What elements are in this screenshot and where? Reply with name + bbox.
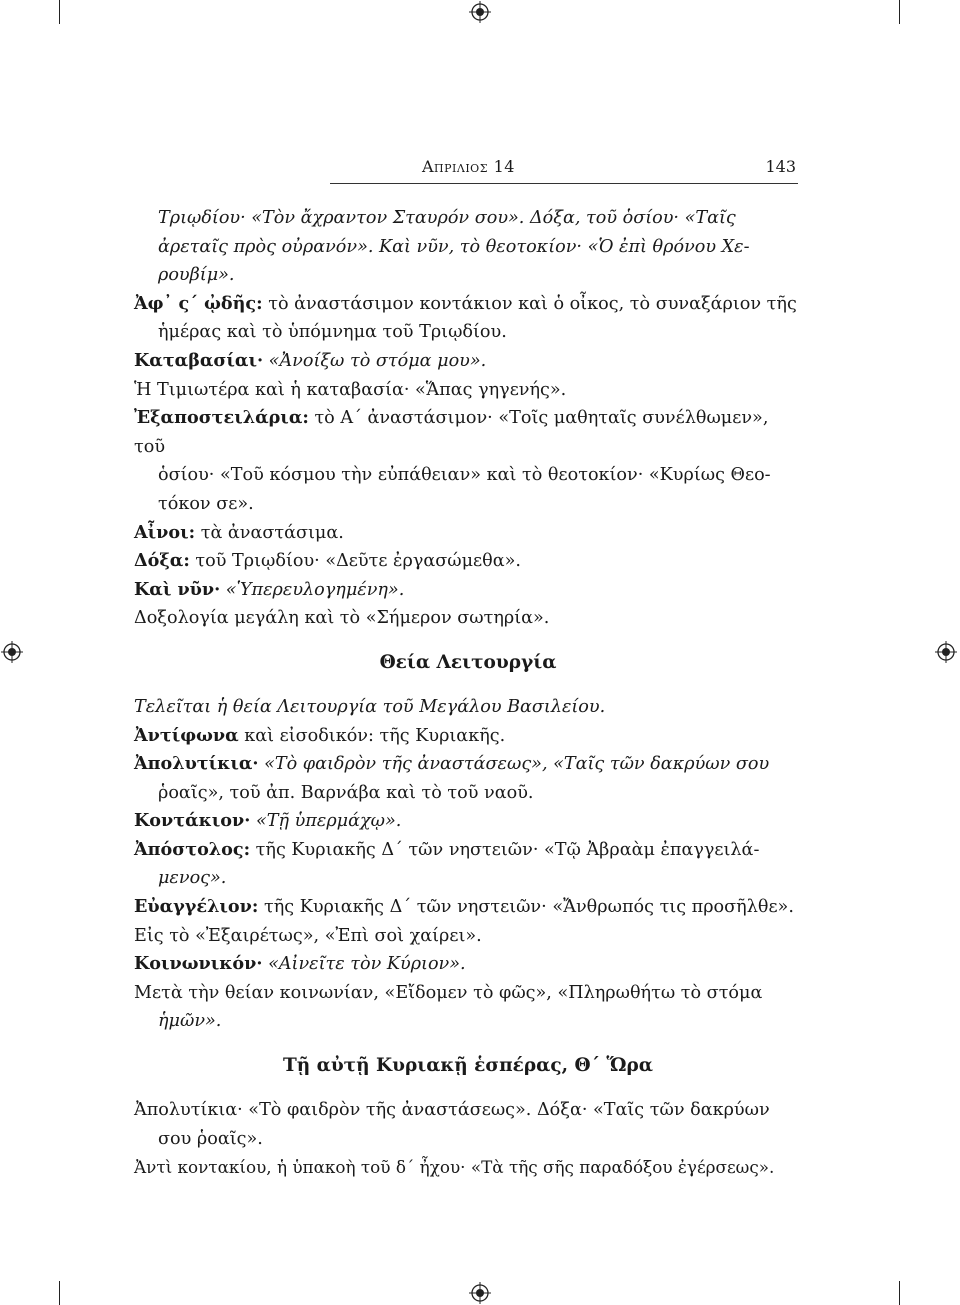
rubric-text: τοῦ Τριῳδίου· «Δεῦτε ἐργασώμεθα». bbox=[189, 551, 521, 572]
rubric-label: Καταβασίαι· bbox=[134, 349, 264, 371]
rubric-text: «Αἰνεῖτε τὸν Κύριον». bbox=[262, 954, 466, 975]
rubric-label: Εὐαγγέλιον: bbox=[134, 896, 259, 918]
text-line bbox=[134, 893, 802, 922]
text-line: ἡμέρας καὶ τὸ ὑπόμνημα τοῦ Τριῳδίου. bbox=[158, 322, 507, 343]
registration-mark-bottom-icon bbox=[469, 1282, 491, 1304]
rubric-text: «Ὑπερευλογημένη». bbox=[220, 579, 405, 600]
rubric-text: καὶ εἰσοδικόν: τῆς Κυριακῆς. bbox=[238, 725, 506, 746]
rubric-text: «Ἀνοίξω τὸ στόμα μου». bbox=[263, 350, 487, 371]
rubric-label: Ἐξαποστειλάρια: bbox=[134, 407, 309, 429]
rubric-text: «Τῇ ὑπερμάχῳ». bbox=[250, 811, 402, 832]
text-line bbox=[134, 347, 802, 376]
text-line: Ἀπολυτίκια· «Τὸ φαιδρὸν τῆς ἀναστάσεως». Δόξα· «Ταῖς τῶν δακρύων bbox=[134, 1100, 770, 1121]
section-heading: Τῇ αὐτῇ Κυριακῇ ἑσπέρας, Θ΄ Ὥρα bbox=[282, 1055, 654, 1077]
text-line: Τριῳδίου· «Τὸν ἄχραντον Σταυρόν σου». Δόξα, τοῦ ὁσίου· «Ταῖς bbox=[158, 208, 736, 228]
text-line: Δοξολογία μεγάλη καὶ τὸ «Σήμερον σωτηρία». bbox=[134, 608, 550, 629]
rubric-text: «Τὸ φαιδρὸν τῆς ἀναστάσεως», «Ταῖς τῶν δακρύων σου bbox=[258, 754, 770, 775]
text-line: Εἰς τὸ «Ἐξαιρέτως», «Ἐπὶ σοὶ χαίρει». bbox=[134, 925, 482, 946]
text-line: ὁσίου· «Τοῦ κόσμου τὴν εὐπάθειαν» καὶ τὸ θεοτοκίον· «Κυρίως Θεο- bbox=[158, 465, 771, 486]
rubric-label: Ἀπολυτίκια· bbox=[134, 753, 259, 775]
text-line: ἡμῶν». bbox=[158, 1011, 222, 1032]
text-line: Μετὰ τὴν θείαν κοινωνίαν, «Εἴδομεν τὸ φῶς», «Πληρωθήτω τὸ στόμα bbox=[134, 982, 763, 1003]
rubric-label: Κοντάκιον· bbox=[134, 810, 251, 832]
rubric-label: Αἶνοι: bbox=[134, 521, 196, 543]
crop-mark-bottom-right bbox=[899, 1281, 900, 1305]
text-line: σου ῥοαῖς». bbox=[158, 1128, 263, 1149]
rubric-text: τὸ ἀναστάσιμον κοντάκιον καὶ ὁ οἶκος, τὸ συναξάριον τῆς bbox=[262, 293, 797, 314]
text-line bbox=[134, 547, 802, 576]
header-title: Απριλιος 14 bbox=[422, 157, 515, 176]
text-line bbox=[134, 836, 802, 865]
running-header bbox=[330, 155, 798, 184]
text-line bbox=[134, 290, 802, 319]
page-number: 143 bbox=[765, 157, 796, 176]
rubric-text: τὸ Α΄ ἀναστάσιμον· «Τοῖς μαθηταῖς συνέλθωμεν», τοῦ bbox=[134, 408, 769, 457]
text-line bbox=[134, 576, 802, 605]
registration-mark-left-icon bbox=[1, 641, 23, 663]
rubric-label: Ἀπόστολος: bbox=[134, 838, 251, 860]
text-line: Τελεῖται ἡ θεία Λειτουργία τοῦ Μεγάλου Βασιλείου. bbox=[134, 696, 606, 717]
text-line bbox=[134, 519, 802, 548]
rubric-label: Κοινωνικόν· bbox=[134, 953, 263, 975]
text-line: Ἡ Τιμιωτέρα καὶ ἡ καταβασία· «Ἅπας γηγενής». bbox=[134, 379, 567, 400]
text-line bbox=[134, 404, 802, 461]
crop-mark-top-left bbox=[59, 0, 60, 24]
rubric-label: Δόξα: bbox=[134, 550, 190, 572]
text-line bbox=[134, 950, 802, 979]
text-line bbox=[134, 722, 802, 751]
page-body bbox=[134, 204, 802, 1182]
crop-mark-bottom-left bbox=[59, 1281, 60, 1305]
rubric-label: Ἀντίφωνα bbox=[134, 724, 239, 746]
rubric-text: τὰ ἀναστάσιμα. bbox=[195, 522, 344, 543]
rubric-label: Ἀφ᾽ ς΄ ᾠδῆς: bbox=[134, 292, 263, 314]
text-line: ἀρεταῖς πρὸς οὐρανόν». Καὶ νῦν, τὸ θεοτοκίον· «Ὁ ἐπὶ θρόνου Χε- bbox=[158, 236, 750, 257]
text-line: ῥοαῖς», τοῦ ἀπ. Βαρνάβα καὶ τὸ τοῦ ναοῦ. bbox=[158, 782, 534, 803]
text-line: μενος». bbox=[158, 868, 227, 889]
text-line: ρουβίμ». bbox=[158, 265, 235, 286]
registration-mark-top-icon bbox=[469, 1, 491, 23]
rubric-label: Καὶ νῦν· bbox=[134, 578, 221, 600]
text-line bbox=[134, 807, 802, 836]
text-line bbox=[134, 750, 802, 779]
registration-mark-right-icon bbox=[935, 641, 957, 663]
section-heading: Θεία Λειτουργία bbox=[379, 651, 557, 673]
crop-mark-top-right bbox=[899, 0, 900, 24]
rubric-text: τῆς Κυριακῆς Δ΄ τῶν νηστειῶν· «Ἄνθρωπός τις προσῆλθε». bbox=[258, 897, 794, 918]
rubric-text: τῆς Κυριακῆς Δ΄ τῶν νηστειῶν· «Τῷ Ἀβραὰμ ἐπαγγειλά- bbox=[250, 839, 760, 860]
text-line: τόκον σε». bbox=[158, 493, 254, 514]
text-line: Ἀντὶ κοντακίου, ἡ ὑπακοὴ τοῦ δ΄ ἦχου· «Τὰ τῆς σῆς παραδόξου ἐγέρσεως». bbox=[134, 1157, 775, 1178]
